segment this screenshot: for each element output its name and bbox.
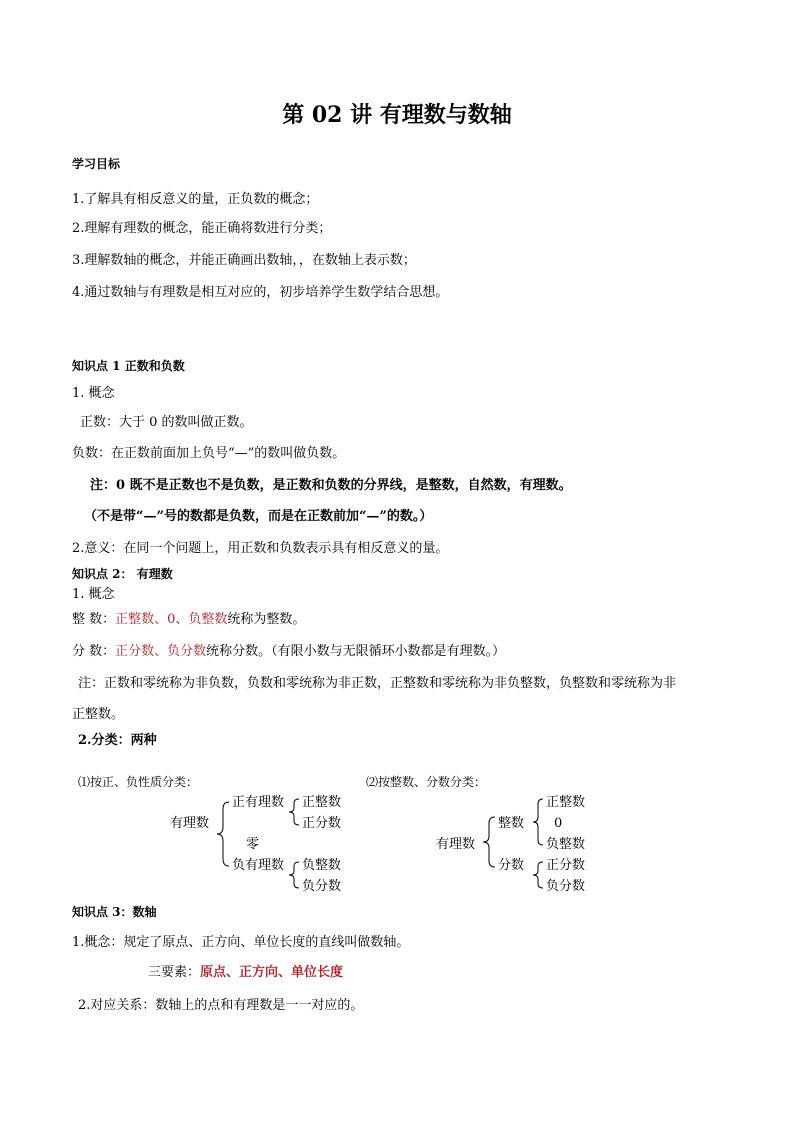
- k2-classify: 2.分类：两种: [78, 733, 157, 748]
- k3-heading: 知识点 3：数轴: [72, 905, 157, 919]
- goal-item: 3.理解数轴的概念，并能正确画出数轴，，在数轴上表示数；: [72, 253, 416, 268]
- k2-note-line2: 正整数。: [72, 707, 125, 722]
- fraction-label: 分 数：: [72, 644, 116, 659]
- brace-icon: [532, 798, 544, 846]
- k3-elements-line: [148, 966, 343, 979]
- integer-rest: 统称为整数。: [227, 612, 306, 627]
- goal-item: 1.了解具有相反意义的量，正负数的概念；: [72, 192, 319, 207]
- k3-correspond: 2.对应关系：数轴上的点和有理数是一一对应的。: [78, 998, 364, 1013]
- k2-integer-line: [72, 613, 305, 626]
- integer-members: 正整数、0、负整数: [115, 612, 228, 627]
- tree2-neg-int: 负整数: [546, 837, 586, 852]
- tree1-pos-rational: 正有理数: [232, 795, 285, 810]
- goal-item: 2.理解有理数的概念，能正确将数进行分类；: [72, 221, 332, 236]
- k1-note: 注：0 既不是正数也不是负数，是正数和负数的分界线，是整数，自然数，有理数。: [90, 478, 572, 493]
- k1-concept: 1. 概念: [72, 386, 115, 401]
- tree2-zero: 0: [554, 816, 563, 831]
- tree2-integer: 整数: [498, 816, 525, 831]
- k1-positive-def: 正数：大于 0 的数叫做正数。: [80, 415, 253, 430]
- brace-icon: [532, 861, 544, 889]
- tree1-neg-int: 负整数: [302, 858, 342, 873]
- tree1-neg-rational: 负有理数: [232, 858, 285, 873]
- tree1-pos-frac: 正分数: [302, 816, 342, 831]
- tree2-pos-int: 正整数: [546, 795, 586, 810]
- brace-icon: [216, 801, 230, 867]
- tree1-zero: 零: [246, 837, 260, 852]
- elements-label: 三要素：: [148, 965, 201, 980]
- k3-concept: 1.概念：规定了原点、正方向、单位长度的直线叫做数轴。: [72, 935, 410, 950]
- elements-members: 原点、正方向、单位长度: [200, 965, 344, 980]
- tree2-pos-frac: 正分数: [546, 858, 586, 873]
- k1-heading: 知识点 1 正数和负数: [72, 359, 185, 373]
- tree2-neg-frac: 负分数: [546, 879, 586, 894]
- tree1-neg-frac: 负分数: [302, 879, 342, 894]
- brace-icon: [288, 861, 300, 889]
- tree1-root: 有理数: [170, 816, 210, 831]
- k1-meaning: 2.意义：在同一个问题上，用正数和负数表示具有相反意义的量。: [72, 541, 449, 556]
- tree2-caption: ⑵按整数、分数分类：: [366, 775, 487, 789]
- tree1-pos-int: 正整数: [302, 795, 342, 810]
- k1-note-paren: （不是带“—”号的数都是负数，而是在正数前加“—”的数。）: [84, 509, 433, 524]
- goal-item: 4.通过数轴与有理数是相互对应的，初步培养学生数学结合思想。: [72, 285, 449, 300]
- k1-negative-def: 负数：在正数前面加上负号“—”的数叫做负数。: [72, 446, 346, 461]
- tree2-root: 有理数: [436, 837, 476, 852]
- fraction-rest: 统称分数。（有限小数与无限循环小数都是有理数。）: [206, 644, 506, 659]
- k2-concept: 1. 概念: [72, 587, 115, 602]
- goals-heading: 学习目标: [72, 157, 121, 171]
- fraction-members: 正分数、负分数: [115, 644, 207, 659]
- tree2-fraction: 分数: [498, 858, 525, 873]
- brace-icon: [288, 798, 300, 826]
- page-title: 第 02 讲 有理数与数轴: [282, 102, 512, 128]
- tree1-caption: ⑴按正、负性质分类：: [78, 775, 199, 789]
- k2-note-line1: 注：正数和零统称为非负数，负数和零统称为非正数，正整数和零统称为非负整数，负整数和零统称为非: [78, 676, 677, 691]
- integer-label: 整 数：: [72, 612, 116, 627]
- brace-icon: [482, 816, 496, 868]
- k2-heading: 知识点 2： 有理数: [72, 567, 173, 581]
- k2-fraction-line: [72, 645, 505, 658]
